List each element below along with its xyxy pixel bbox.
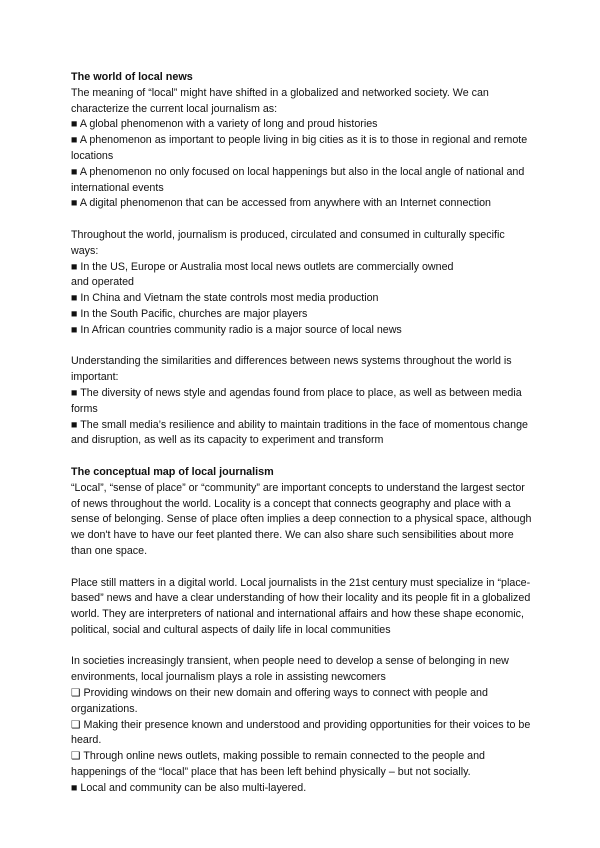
- bullet-item: ■ A phenomenon as important to people living in big cities as it is to those in regional and remote locations: [71, 134, 528, 162]
- bullet-item: ■ The diversity of news style and agendas found from place to place, as well as between media forms: [71, 386, 522, 415]
- bullet-item: ❑ Making their presence known and understood and providing opportunities for their voices to be heard.: [71, 718, 531, 747]
- paragraph: In societies increasingly transient, when people need to develop a sense of belonging in new environments, local journalism plays a role in assisting newcomers: [71, 655, 509, 684]
- paragraph-block-digital: [71, 576, 533, 639]
- paragraph-block-culture: [71, 228, 533, 339]
- paragraph: Understanding the similarities and differences between news systems throughout the world is important:: [71, 355, 512, 384]
- section-heading: The world of local news: [71, 71, 193, 83]
- paragraph: “Local”, “sense of place” or “community” are important concepts to understand the largest sector of news throughout the world. Locality is a concept that connects geography and place with a sense of belonging. Sense of place often implies a deep connection to a physical space, although we don't have to have our feet planted there. We can also share such sensibilities about more than one space.: [71, 481, 532, 557]
- bullet-item: ■ In African countries community radio is a major source of local news: [71, 323, 402, 336]
- paragraph: Place still matters in a digital world. Local journalists in the 21st century must specialize in “place-based” news and have a clear understanding of how their locality and its people fit in a globalized world. They are interpreters of national and international affairs and how these shape economic, political, social and cultural aspects of daily life in local communities: [71, 576, 531, 636]
- bullet-item: ■ In the South Pacific, churches are major players: [71, 307, 308, 320]
- bullet-item: ❑ Through online news outlets, making possible to remain connected to the people and happenings of the “local” place that has been left behind physically – but not socially.: [71, 750, 485, 779]
- bullet-item: ■ A phenomenon no only focused on local happenings but also in the local angle of national and international events: [71, 165, 525, 194]
- bullet-item: ■ A digital phenomenon that can be accessed from anywhere with an Internet connection: [71, 197, 491, 210]
- document-page: [71, 70, 533, 797]
- paragraph-block-newcomers: [71, 654, 533, 796]
- bullet-item: ■ The small media’s resilience and ability to maintain traditions in the face of momentous change and disruption, as well as its capacity to experiment and transform: [71, 418, 528, 447]
- bullet-item: ❑ Providing windows on their new domain and offering ways to connect with people and organizations.: [71, 687, 488, 715]
- paragraph: Throughout the world, journalism is produced, circulated and consumed in culturally specific ways:: [71, 228, 505, 257]
- bullet-item: ■ A global phenomenon with a variety of long and proud histories: [71, 118, 378, 131]
- bullet-item: ■ In China and Vietnam the state controls most media production: [71, 292, 379, 305]
- section-world-of-local-news: [71, 70, 533, 212]
- bullet-item: ■ Local and community can be also multi-layered.: [71, 781, 307, 794]
- section-conceptual-map: [71, 465, 533, 560]
- bullet-item: ■ In the US, Europe or Australia most local news outlets are commercially owned and operated: [71, 260, 454, 289]
- paragraph: The meaning of “local” might have shifted in a globalized and networked society. We can characterize the current local journalism as:: [71, 86, 489, 115]
- section-heading: The conceptual map of local journalism: [71, 465, 274, 478]
- paragraph-block-systems: [71, 354, 533, 449]
